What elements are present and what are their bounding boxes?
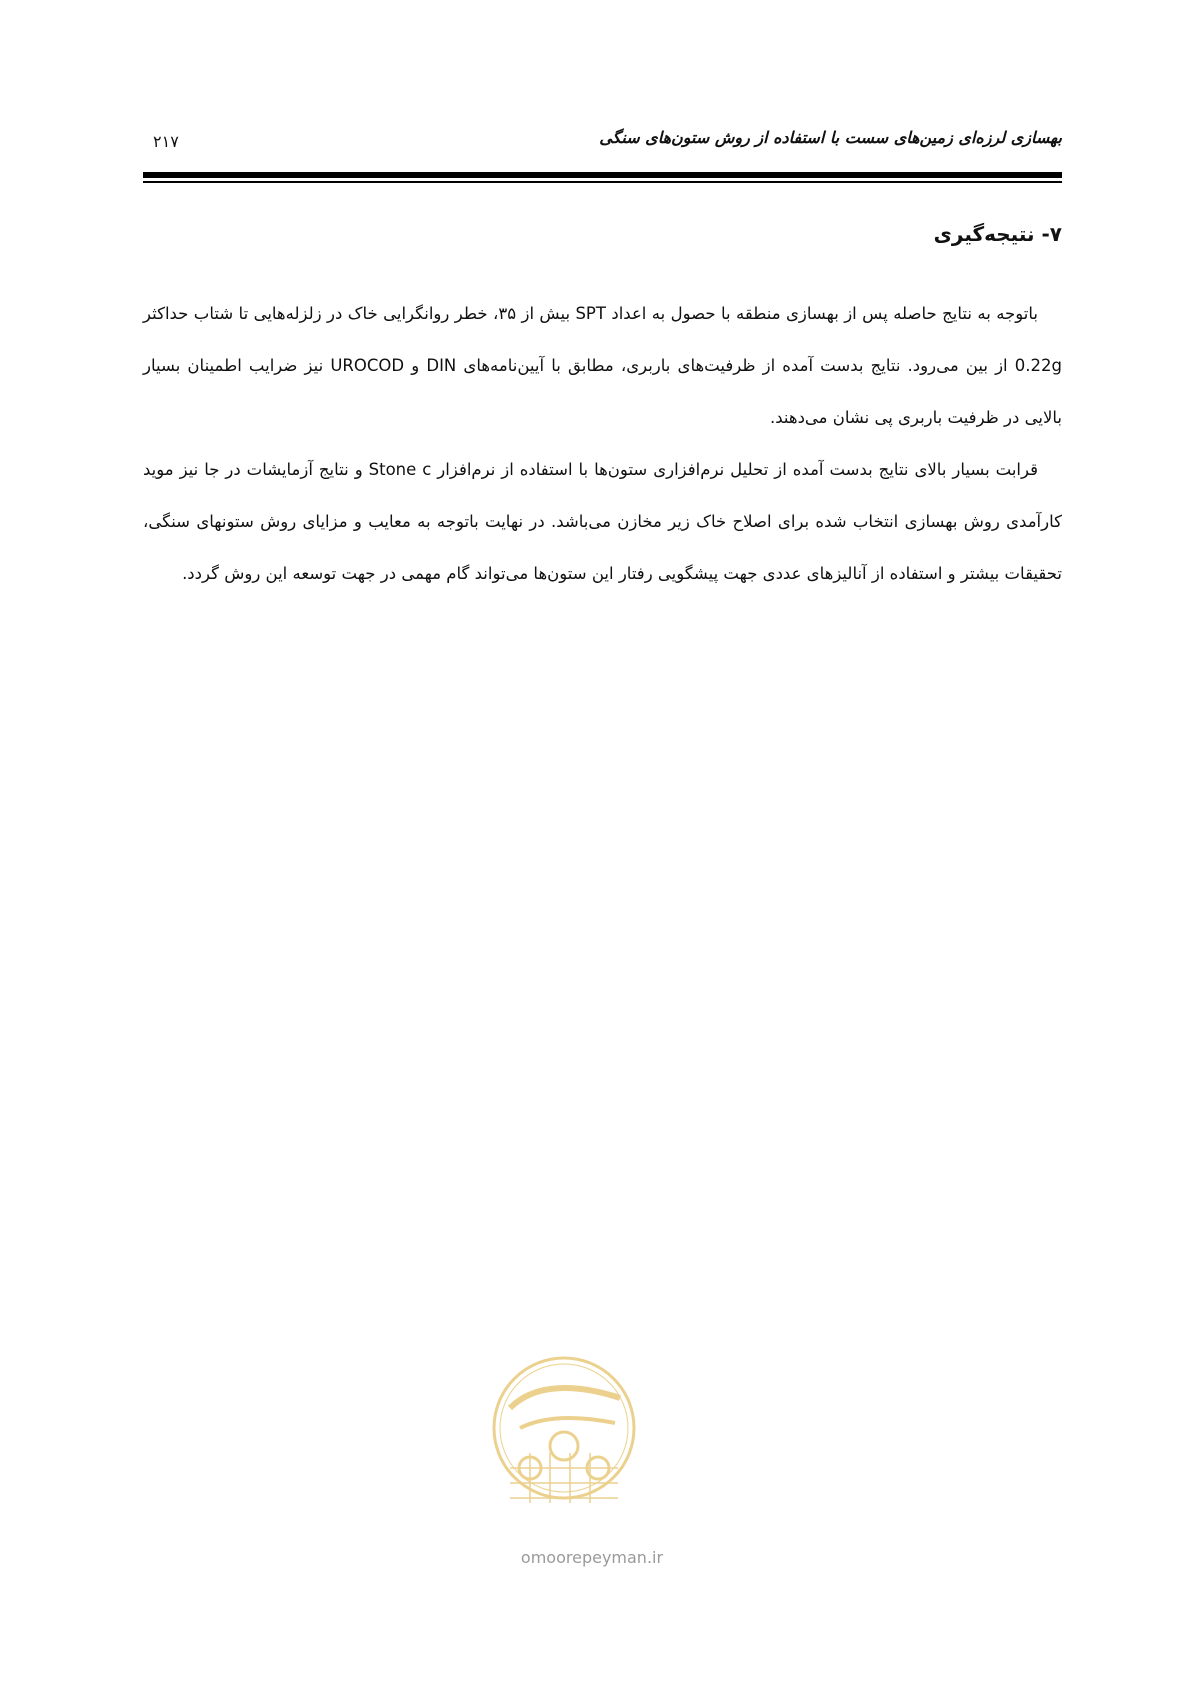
watermark-url: omoorepeyman.ir [520,1548,664,1567]
header-rule-thick [143,172,1062,178]
paragraph: قرابت بسیار بالای نتایج بدست آمده از تحلیل نرم‌افزاری ستون‌ها با استفاده از نرم‌افزار Stone c و نتایج آزمایشات در جا نیز موید کارآمدی روش بهسازی انتخاب شده برای اصلاح خاک زیر مخازن می‌باشد. در نهایت باتوجه به معایب و مزایای روش ستونهای سنگی، تحقیقات بیشتر و استفاده از آنالیزهای عددی جهت پیشگویی رفتار این ستون‌ها می‌تواند گام مهمی در جهت توسعه این روش گردد. [143,460,1062,583]
page-header [143,128,1062,160]
running-title: بهسازی لرزه‌ای زمین‌های سست با استفاده از روش ستون‌های سنگی [599,128,1062,147]
header-rule-thin [143,181,1062,183]
section-title: ۷- نتیجه‌گیری [933,222,1062,246]
body-text [143,288,1062,600]
page-number: ۲۱۷ [153,132,179,151]
paragraph: باتوجه به نتایج حاصله پس از بهسازی منطقه با حصول به اعداد SPT بیش از ۳۵، خطر روانگرایی خاک در زلزله‌هایی تا شتاب حداکثر 0.22g از بین می‌رود. نتایج بدست آمده از ظرفیت‌های باربری، مطابق با آیین‌نامه‌های DIN و UROCOD نیز ضرایب اطمینان بسیار بالایی در ظرفیت باربری پی نشان می‌دهند. [143,304,1062,427]
watermark-logo [490,1318,638,1538]
